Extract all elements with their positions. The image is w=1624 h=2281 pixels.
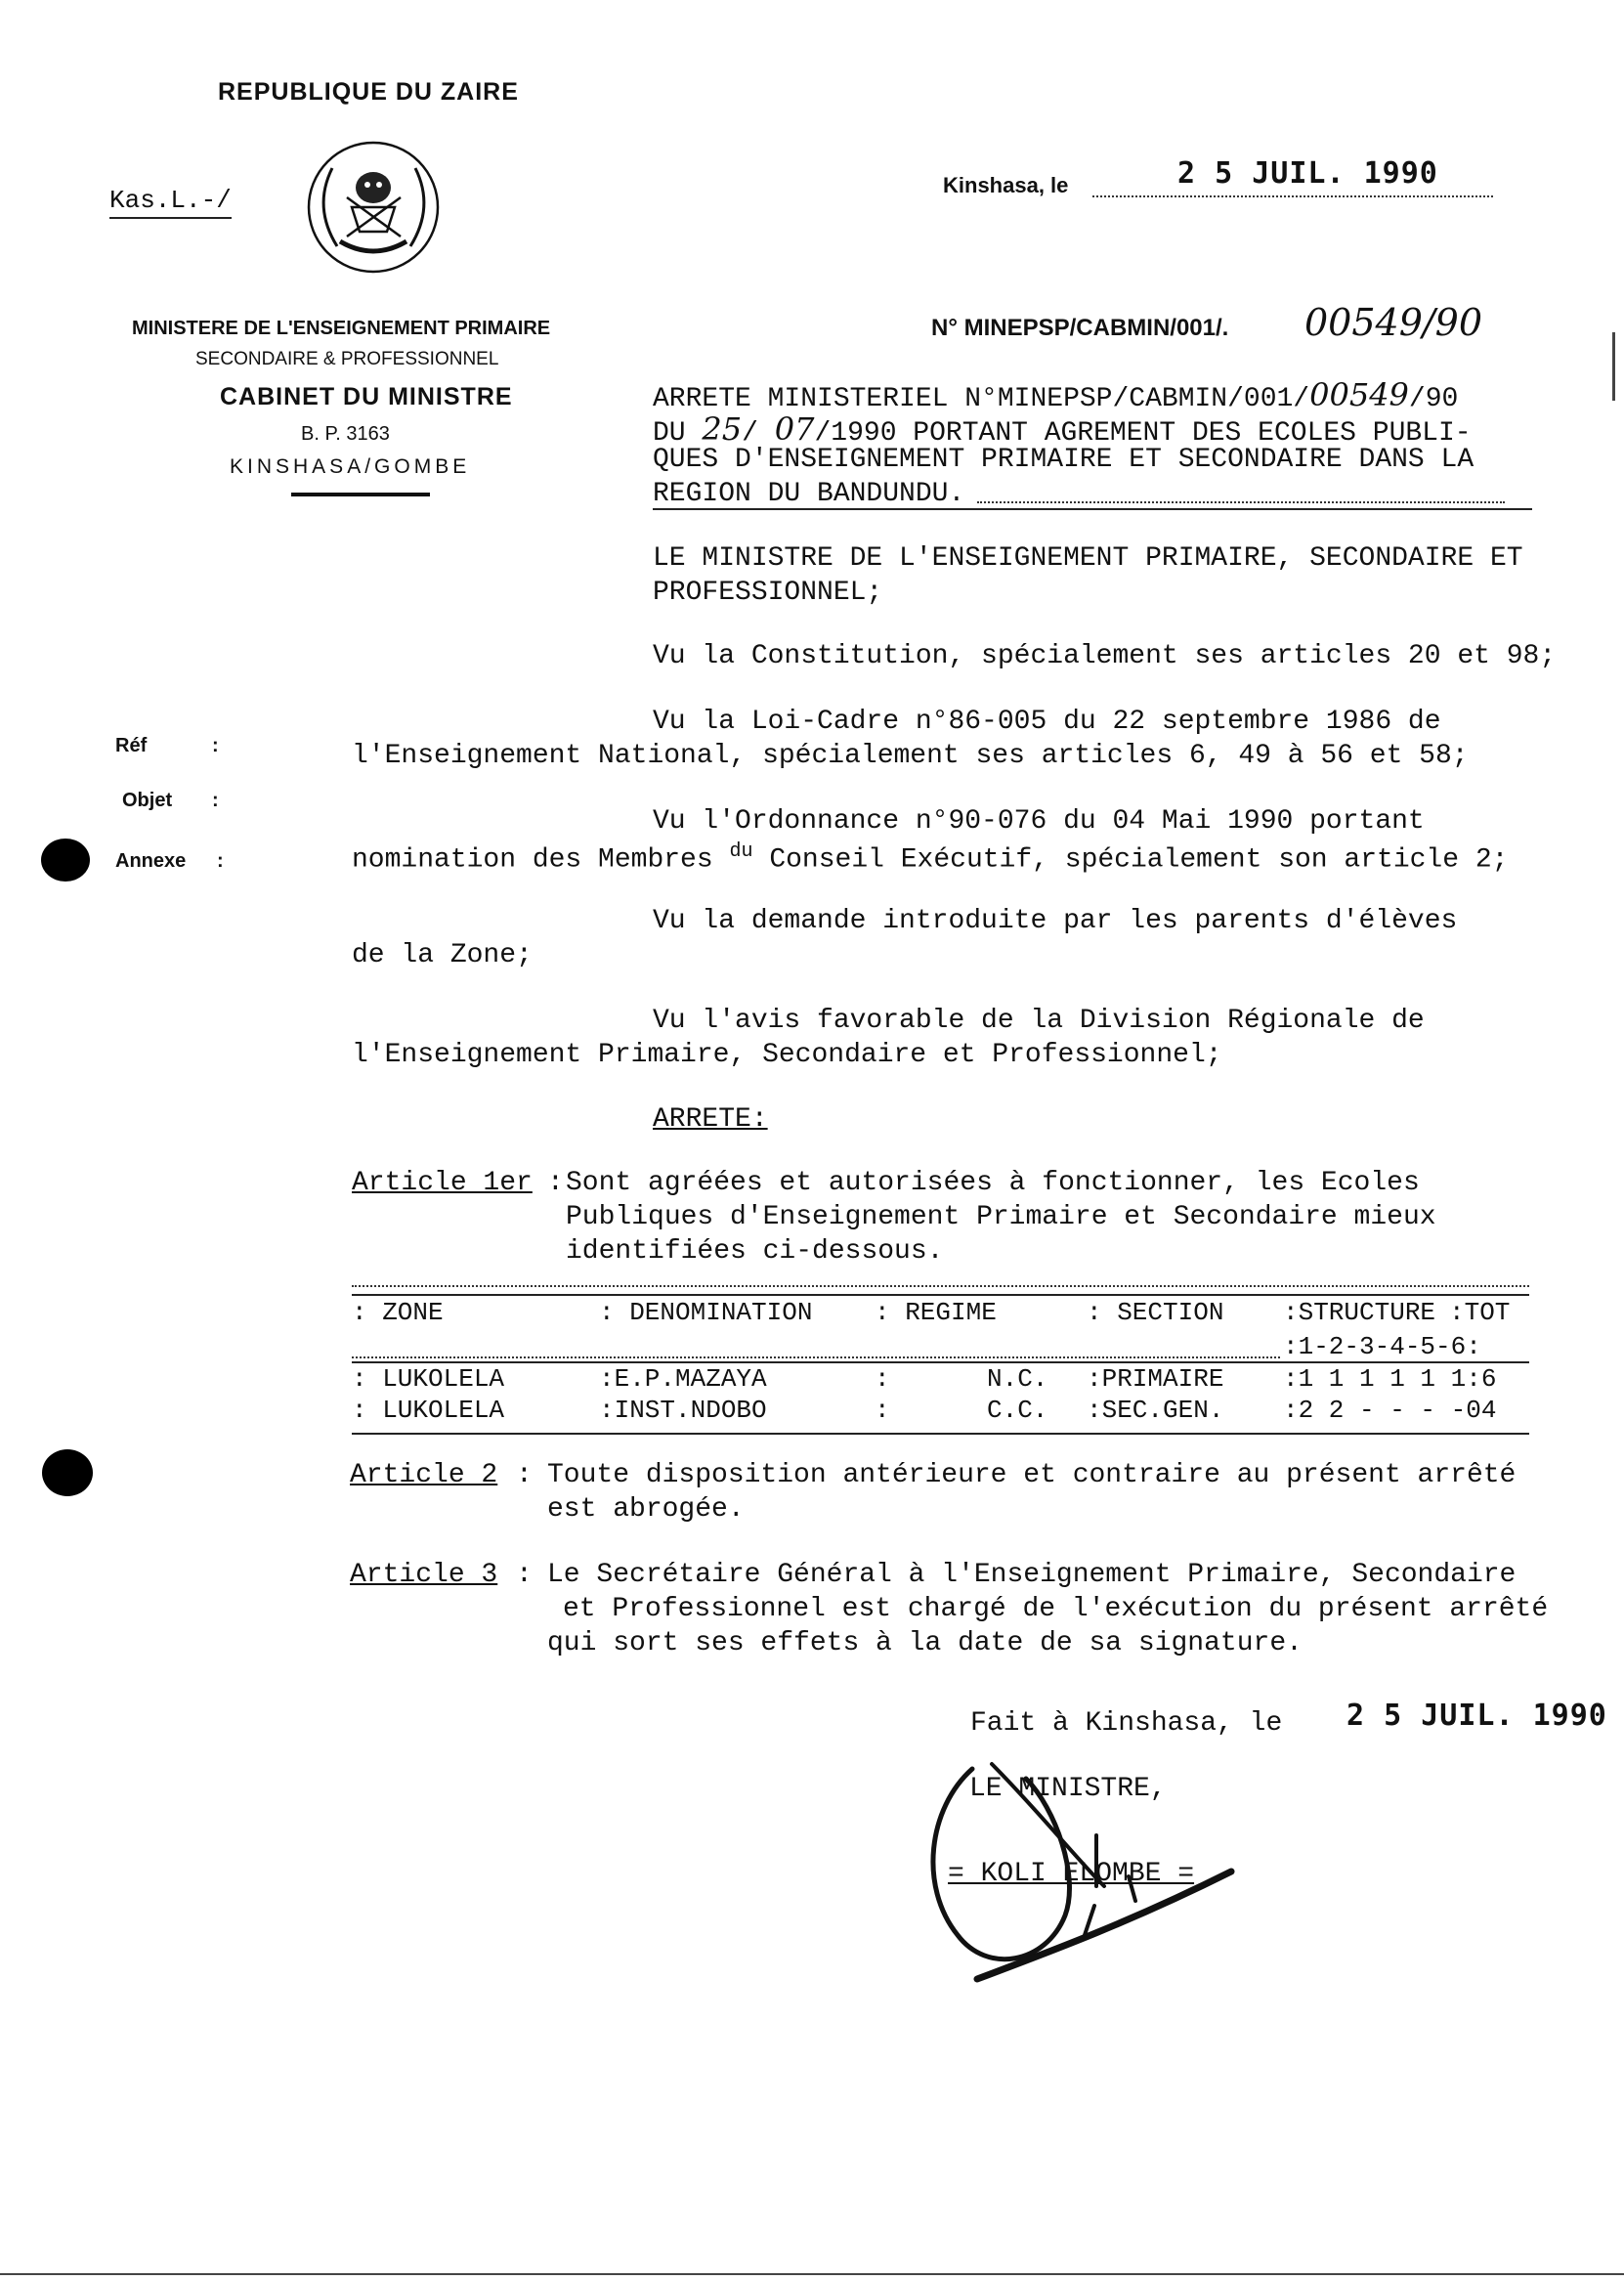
vu-ordonnance-line-2: nomination des Membres $^{du}$ Conseil Exécutif, spécialement son article 2; — [352, 840, 1509, 876]
decree-title-line-4: REGION DU BANDUNDU. — [653, 479, 965, 509]
ref-colon: : — [212, 735, 219, 756]
cell-zone: : LUKOLELA — [352, 1364, 505, 1394]
city-underline — [291, 493, 430, 496]
article-2-sep: : — [516, 1460, 533, 1490]
cell-regime: C.C. — [987, 1396, 1048, 1425]
table-header-rule — [352, 1361, 1529, 1363]
article-1-line-3: identifiées ci-dessous. — [566, 1236, 944, 1267]
ministry-subtitle: SECONDAIRE & PROFESSIONNEL — [195, 349, 499, 369]
vu-ordonnance-line-1: Vu l'Ordonnance n°90-076 du 04 Mai 1990 portant — [653, 806, 1425, 837]
cell-denomination: :INST.NDOBO — [599, 1396, 767, 1425]
date-stamp: 2 5 JUIL. 1990 — [1177, 156, 1438, 191]
table-top-dotted-rule — [352, 1285, 1529, 1287]
ref-label: Réf — [115, 735, 148, 756]
article-2-line-1: Toute disposition antérieure et contraire au présent arrêté — [547, 1460, 1517, 1490]
table-top-rule — [352, 1294, 1529, 1296]
ministry-name: MINISTERE DE L'ENSEIGNEMENT PRIMAIRE — [132, 318, 551, 339]
article-3-label: Article 3 — [350, 1560, 498, 1590]
col-regime: : REGIME — [875, 1298, 997, 1327]
reference-number-label: N° MINEPSP/CABMIN/001/. — [931, 315, 1229, 341]
article-3-sep: : — [516, 1560, 533, 1590]
bottom-edge-line — [0, 2273, 1624, 2275]
cell-section: :SEC.GEN. — [1087, 1396, 1224, 1425]
col-section: : SECTION — [1087, 1298, 1224, 1327]
date-dotted-line — [1092, 195, 1493, 197]
vu-loi-cadre-line-1: Vu la Loi-Cadre n°86-005 du 22 septembre 1986 de — [653, 707, 1441, 737]
cell-structure: :1 1 1 1 1 1:6 — [1283, 1364, 1497, 1394]
objet-label: Objet — [122, 790, 173, 811]
structure-subheader: :1-2-3-4-5-6: — [1283, 1332, 1481, 1361]
punch-hole-bottom — [42, 1449, 93, 1496]
vu-demande-line-2: de la Zone; — [352, 940, 533, 970]
minister-name: = KOLI ELOMBE = — [948, 1859, 1195, 1889]
vu-avis-line-2: l'Enseignement Primaire, Secondaire et Professionnel; — [352, 1040, 1222, 1070]
cell-regime-sep: : — [875, 1364, 890, 1394]
title-dotted-fill — [977, 501, 1505, 503]
cell-section: :PRIMAIRE — [1087, 1364, 1224, 1394]
coat-of-arms-emblem — [293, 139, 454, 276]
reference-number-handwritten: 00549/90 — [1304, 301, 1483, 344]
article-1-line-2: Publiques d'Enseignement Primaire et Secondaire mieux — [566, 1202, 1436, 1232]
cell-regime-sep: : — [875, 1396, 890, 1425]
article-1-sep: : — [547, 1168, 564, 1198]
minister-title: LE MINISTRE, — [969, 1774, 1167, 1804]
objet-colon: : — [212, 790, 219, 811]
minister-line-2: PROFESSIONNEL; — [653, 578, 883, 608]
place-date-label: Kinshasa, le — [943, 173, 1069, 197]
title-rule — [653, 508, 1532, 510]
vu-constitution: Vu la Constitution, spécialement ses articles 20 et 98; — [653, 641, 1557, 671]
table-subheader-dotted-rule — [352, 1356, 1280, 1358]
article-2-label: Article 2 — [350, 1460, 498, 1490]
right-edge-mark — [1612, 332, 1615, 401]
article-1-label: Article 1er — [352, 1168, 533, 1198]
vu-demande-line-1: Vu la demande introduite par les parents d'élèves — [653, 906, 1458, 936]
minister-line-1: LE MINISTRE DE L'ENSEIGNEMENT PRIMAIRE, SECONDAIRE ET — [653, 543, 1523, 574]
article-1-line-1: Sont agréées et autorisées à fonctionner, les Ecoles — [566, 1168, 1420, 1198]
decree-title-line-2: DU 25/ 07/1990 PORTANT AGREMENT DES ECOLES PUBLI- — [653, 410, 1472, 449]
annexe-label: Annexe — [115, 850, 187, 872]
table-bottom-rule — [352, 1433, 1529, 1435]
annexe-colon: : — [217, 850, 224, 872]
closing-date-stamp: 2 5 JUIL. 1990 — [1346, 1699, 1607, 1733]
arrete-heading: ARRETE: — [653, 1104, 768, 1135]
col-zone: : ZONE — [352, 1298, 444, 1327]
file-reference: Kas.L.-/ — [109, 186, 232, 219]
decree-number-handwritten: 00549 — [1309, 376, 1409, 413]
vu-loi-cadre-line-2: l'Enseignement National, spécialement ses articles 6, 49 à 56 et 58; — [352, 741, 1469, 771]
decree-title-line-1: ARRETE MINISTERIEL N°MINEPSP/CABMIN/001/00549/90 — [653, 376, 1459, 414]
cell-structure: :2 2 - - - -04 — [1283, 1396, 1497, 1425]
fait-a-kinshasa: Fait à Kinshasa, le — [970, 1708, 1283, 1739]
cabinet-title: CABINET DU MINISTRE — [220, 383, 513, 410]
col-total: :TOT — [1449, 1298, 1511, 1327]
col-denomination: : DENOMINATION — [599, 1298, 813, 1327]
col-structure: :STRUCTURE — [1283, 1298, 1436, 1327]
postal-box: B. P. 3163 — [301, 423, 390, 445]
republic-title: REPUBLIQUE DU ZAIRE — [218, 78, 519, 106]
cell-regime: N.C. — [987, 1364, 1048, 1394]
vu-avis-line-1: Vu l'avis favorable de la Division Régionale de — [653, 1006, 1425, 1036]
article-3-line-1: Le Secrétaire Général à l'Enseignement Primaire, Secondaire — [547, 1560, 1517, 1590]
signature — [919, 1740, 1251, 1994]
cell-zone: : LUKOLELA — [352, 1396, 505, 1425]
article-3-line-2: et Professionnel est chargé de l'exécution du présent arrêté — [563, 1594, 1549, 1624]
article-3-line-3: qui sort ses effets à la date de sa signature. — [547, 1628, 1303, 1658]
punch-hole-top — [41, 839, 90, 882]
cell-denomination: :E.P.MAZAYA — [599, 1364, 767, 1394]
city-line: KINSHASA/GOMBE — [230, 455, 471, 478]
decree-title-line-3: QUES D'ENSEIGNEMENT PRIMAIRE ET SECONDAIRE DANS LA — [653, 445, 1474, 475]
article-2-line-2: est abrogée. — [547, 1494, 745, 1525]
